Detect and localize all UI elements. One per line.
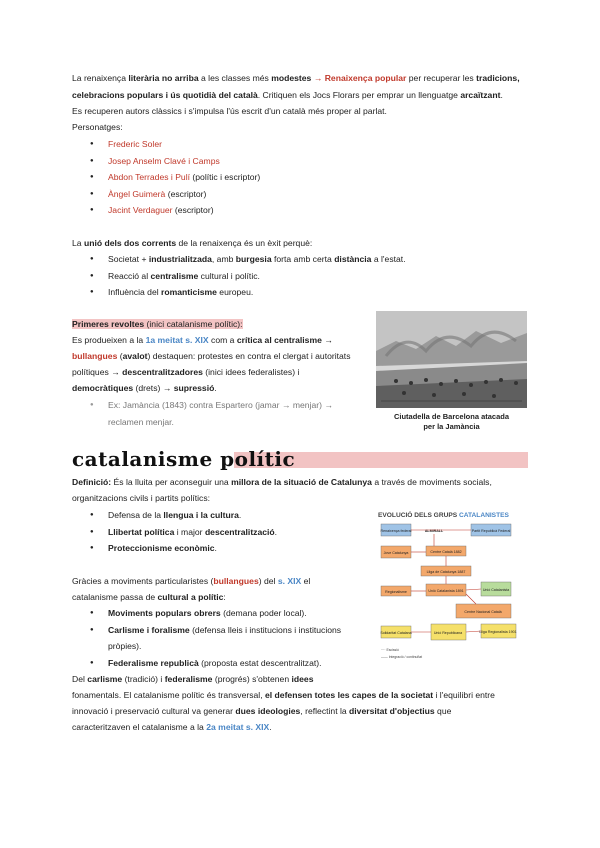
diagram-box-label: Centre Català 1882 — [430, 550, 462, 554]
revoltes-line-2: bullangues (avalot) destaquen: protestes en contra el clergat i autoritats — [72, 351, 351, 361]
definicio-list — [72, 507, 277, 557]
list-item: ● Jacint Verdaguer (escriptor) — [72, 202, 260, 219]
moviments-list — [72, 605, 341, 671]
final-line-1: Del carlisme (tradició) i federalisme (progrés) s'obtenen idees — [72, 674, 314, 684]
jamancia-engraving — [376, 311, 527, 408]
revoltes-line-1: Es produeixen a la 1a meitat s. XIX com a crítica al centralisme → — [72, 335, 333, 345]
revoltes-line-4: democràtiques (drets) → supressió. — [72, 383, 217, 393]
list-item: ● Moviments populars obrers (demana poder local). — [72, 605, 341, 622]
list-item: ● Proteccionisme econòmic. — [72, 540, 277, 557]
list-item: ● Josep Anselm Clavé i Camps — [72, 153, 260, 170]
list-item: ● Frederic Soler — [72, 136, 260, 153]
svg-text:EVOLUCIÓ DELS GRUPS CATALANIST — [378, 510, 510, 519]
intro-line-3: Es recuperen autors clàssics i s'impulsa l'ús escrit d'un català més proper al parlat. — [72, 106, 387, 116]
diagram-box-label: Centre Nacional Català — [464, 610, 502, 614]
intro-line-1: La renaixença literària no arriba a les classes més modestes → Renaixença popular per recuperar les tradicions, — [72, 73, 520, 83]
diagram-legend: ···· Escissió — [381, 648, 399, 652]
list-item: ● Influència del romanticisme europeu. — [72, 284, 406, 301]
diagram-title-accent: CATALANISTES — [458, 512, 509, 519]
union-list — [72, 251, 406, 301]
list-item: ● Ex: Jamància (1843) contra Espartero (jamar → menjar) → reclamen menjar. — [72, 397, 333, 430]
diagram-box-label: Unió Republicana — [433, 631, 463, 635]
revoltes-example — [72, 397, 333, 430]
final-line-2: fonamentals. El catalanisme polític és transversal, el defensen totes les capes de la societat i l'equilibri entre — [72, 690, 495, 700]
diagram-box-label: Renaixença federal — [380, 529, 412, 533]
list-item: ● Àngel Guimerà (escriptor) — [72, 186, 260, 203]
moviments-line-2: catalanisme passa de cultural a polític: — [72, 592, 226, 602]
diagram-box-label: Partit Republicà Federal — [471, 529, 511, 533]
list-item: ● Reacció al centralisme cultural i polític. — [72, 268, 406, 285]
intro-line-2: celebracions populars i ús quotidià del català. Critiquen els Jocs Florars per emprar un llenguatge arcaïtzant. — [72, 90, 503, 100]
diagram-legend: —— Integració / continuïtat — [381, 655, 423, 659]
list-item: ● Llibertat política i major descentralització. — [72, 524, 277, 541]
revoltes-line-3: polítiques → descentralitzadores (inici idees federalistes) i — [72, 367, 300, 377]
diagram-box-label: ALMIRALL — [424, 529, 444, 533]
diagram-title: EVOLUCIÓ DELS GRUPS — [378, 512, 459, 519]
diagram-box-label: Unió Catalanista 1891 — [428, 589, 464, 593]
list-item: ● Societat + industrialitzada, amb burgesia forta amb certa distància a l'estat. — [72, 251, 406, 268]
photo-caption: Ciutadella de Barcelona atacada per la Jamància — [393, 412, 510, 431]
diagram-box-label: Lliga Regionalista 1901 — [479, 630, 517, 634]
union-intro: La unió dels dos corrents de la renaixença és un èxit perquè: — [72, 238, 313, 248]
revoltes-heading: Primeres revoltes (inici catalanisme polític): — [72, 319, 243, 329]
moviments-line-1: Gràcies a moviments particularistes (bullangues) del s. XIX el — [72, 576, 311, 586]
diagram-box-label: Lliga de Catalunya 1887 — [426, 570, 466, 574]
characters-heading: Personatges: — [72, 122, 123, 132]
characters-list — [72, 136, 260, 219]
final-line-4: caracteritzaven el catalanisme a la 2a meitat s. XIX. — [72, 722, 272, 732]
final-line-3: innovació i preservació cultural va generar dues ideologies, reflectint la diversitat d'objectius que — [72, 706, 452, 716]
diagram-box-label: Unió Catalanista — [482, 588, 510, 592]
list-item: ● Abdon Terrades i Pulí (polític i escriptor) — [72, 169, 260, 186]
definicio-line-1: Definició: És la lluita per aconseguir una millora de la situació de Catalunya a través de moviments socials, — [72, 477, 492, 487]
list-item: ● Federalisme republicà (proposta estat descentralitzat). — [72, 655, 341, 672]
diagram-box-label: Jove Catalunya — [383, 551, 409, 555]
diagram-box-label: Solidaritat Catalana — [380, 631, 412, 635]
section-title: catalanisme polític — [72, 447, 296, 471]
list-item: ● Carlisme i foralisme (defensa lleis i institucions i institucions pròpies). — [72, 622, 341, 655]
evolution-diagram — [376, 508, 531, 663]
definicio-line-2: organitzacions civils i partits polítics: — [72, 493, 211, 503]
diagram-box-label: Regionalisme — [385, 590, 407, 594]
list-item: ● Defensa de la llengua i la cultura. — [72, 507, 277, 524]
